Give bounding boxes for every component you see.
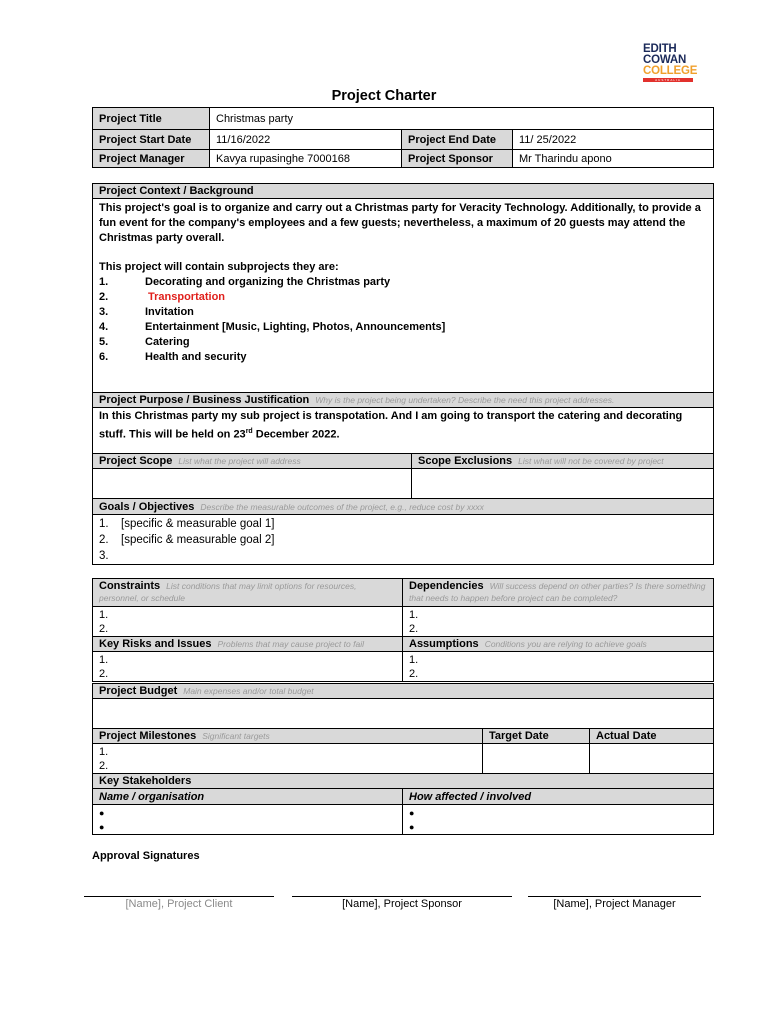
- signature-line-sponsor: [292, 896, 512, 897]
- goal-item: 2. [specific & measurable goal 2]: [99, 534, 275, 546]
- subproject-item: 2. Transportation: [99, 291, 226, 303]
- assumptions-label: Assumptions Conditions you are relying to achieve goals: [403, 637, 714, 652]
- risks-list: 1. 2.: [93, 652, 403, 682]
- scope-exclusions-cell: [412, 469, 714, 499]
- goal-item: 3.: [99, 550, 109, 562]
- purpose-hint: Why is the project being undertaken? Describe the need this project addresses.: [315, 395, 615, 405]
- dependencies-list: 1. 2.: [403, 607, 714, 637]
- subproject-item: 3. Invitation: [99, 306, 194, 318]
- goals-hint: Describe the measurable outcomes of the project, e.g., reduce cost by xxxx: [200, 501, 484, 512]
- milestones-label: Project Milestones Significant targets: [93, 729, 483, 744]
- start-date-value: 11/16/2022: [210, 130, 402, 150]
- budget-label: Project Budget Main expenses and/or total budget: [93, 684, 714, 699]
- signature-line-manager: [528, 896, 701, 897]
- sponsor-value: Mr Tharindu apono: [513, 150, 714, 168]
- target-date-label: Target Date: [483, 729, 590, 744]
- scope-exclusions-label: Scope Exclusions List what will not be covered by project: [412, 454, 714, 469]
- signature-client: [Name], Project Client: [125, 898, 233, 910]
- logo-line-3: COLLEGE: [643, 65, 698, 77]
- dependencies-hint: Will success depend on other parties? Is there something that needs to happen before project can be completed?: [409, 581, 706, 603]
- subproject-item: 5. Catering: [99, 336, 190, 348]
- risk-table: [92, 578, 714, 682]
- milestones-list: 1. 2.: [93, 744, 483, 774]
- subprojects-intro: This project will contain subprojects they are:: [99, 261, 339, 273]
- assumptions-list: 1. 2.: [403, 652, 714, 682]
- goals-list: [93, 515, 714, 565]
- manager-label: Project Manager: [93, 150, 210, 168]
- constraints-label: Constraints List conditions that may limit options for resources, personnel, or schedule: [93, 579, 403, 607]
- manager-value: Kavya rupasinghe 7000168: [210, 150, 402, 168]
- logo-tag: AUSTRALIA: [643, 78, 693, 82]
- actual-date-cell: [590, 744, 714, 774]
- context-body: [93, 199, 714, 393]
- charter-body-table: [92, 183, 714, 565]
- assumptions-hint: Conditions you are relying to achieve goals: [484, 639, 647, 649]
- end-date-value: 11/ 25/2022: [513, 130, 714, 150]
- project-title-label: Project Title: [93, 108, 210, 130]
- end-date-label: Project End Date: [402, 130, 513, 150]
- subproject-highlight: Transportation: [148, 291, 226, 303]
- context-label: Project Context / Background: [93, 184, 714, 199]
- stakeholders-name-header: Name / organisation: [93, 789, 403, 805]
- dependencies-label: Dependencies Will success depend on other parties? Is there something that needs to happen before project can be completed?: [403, 579, 714, 607]
- scope-hint: List what the project will address: [178, 456, 301, 466]
- actual-date-label: Actual Date: [590, 729, 714, 744]
- constraints-list: 1. 2.: [93, 607, 403, 637]
- subproject-item: 6. Health and security: [99, 351, 247, 363]
- purpose-label: Project Purpose / Business Justification Why is the project being undertaken? Describe the need this project addresses.: [93, 393, 714, 408]
- stakeholders-affected-header: How affected / involved: [403, 789, 714, 805]
- scope-label: Project Scope List what the project will address: [93, 454, 412, 469]
- budget-table: [92, 683, 714, 835]
- signature-manager: [Name], Project Manager: [553, 898, 676, 910]
- budget-cell: [93, 699, 714, 729]
- stakeholders-affected-list: ● ●: [403, 805, 714, 835]
- college-logo: [643, 43, 698, 82]
- risks-label: Key Risks and Issues Problems that may cause project to fail: [93, 637, 403, 652]
- scope-cell: [93, 469, 412, 499]
- goal-item: 1. [specific & measurable goal 1]: [99, 518, 275, 530]
- logo-line-2: COWAN: [643, 54, 687, 66]
- context-paragraph: This project's goal is to organize and carry out a Christmas party for Veracity Technology. Additionally, to provide a fun event for the company's employees and a few guests; nevertheless, a maximum of 20 guests may attend the Christmas party overall.: [99, 202, 701, 244]
- approval-signatures-label: Approval Signatures: [92, 850, 200, 862]
- project-title-value: Christmas party: [210, 108, 714, 130]
- stakeholders-label: Key Stakeholders: [93, 774, 714, 789]
- signature-sponsor: [Name], Project Sponsor: [342, 898, 462, 910]
- purpose-text: In this Christmas party my sub project is transpotation. And I am going to transport the catering and decorating stuff. This will be held on 23rd December 2022.: [93, 408, 714, 454]
- goals-label: Goals / Objectives Describe the measurable outcomes of the project, e.g., reduce cost by xxxx: [93, 499, 714, 515]
- constraints-hint: List conditions that may limit options for resources, personnel, or schedule: [99, 581, 357, 603]
- stakeholders-name-list: ● ●: [93, 805, 403, 835]
- page-title: Project Charter: [331, 88, 437, 104]
- start-date-label: Project Start Date: [93, 130, 210, 150]
- subproject-item: 1. Decorating and organizing the Christmas party: [99, 276, 391, 288]
- logo-line-1: EDITH: [643, 43, 677, 55]
- signature-line-client: [84, 896, 274, 897]
- risks-hint: Problems that may cause project to fail: [217, 639, 364, 649]
- milestones-hint: Significant targets: [202, 731, 270, 741]
- subproject-item: 4. Entertainment [Music, Lighting, Photos, Announcements]: [99, 321, 446, 333]
- target-date-cell: [483, 744, 590, 774]
- sponsor-label: Project Sponsor: [402, 150, 513, 168]
- budget-hint: Main expenses and/or total budget: [183, 686, 314, 696]
- header-table: [92, 107, 714, 168]
- scope-exclusions-hint: List what will not be covered by project: [518, 456, 664, 466]
